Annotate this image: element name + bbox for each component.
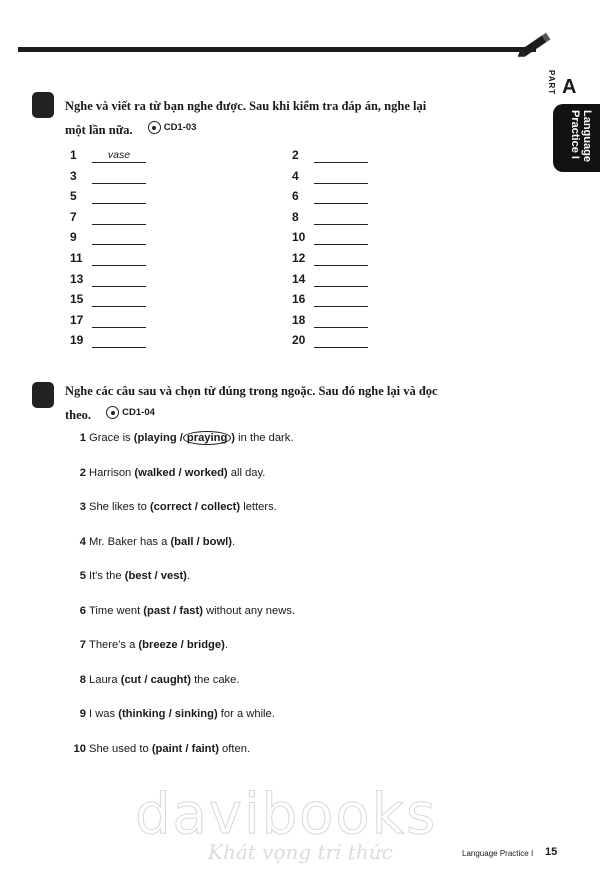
sentence-suffix: letters.	[240, 501, 277, 513]
word-choice-options[interactable]: (past / fast)	[143, 604, 203, 617]
blank-number: 12	[292, 251, 306, 265]
answer-blank-line[interactable]	[314, 265, 368, 266]
sentence-number: 7	[79, 639, 86, 651]
word-choice-circled[interactable]: praying	[183, 431, 231, 445]
answer-blank-line[interactable]	[314, 203, 368, 204]
word-choice-options[interactable]: (paint / faint)	[151, 742, 219, 755]
blank-number: 18	[292, 312, 306, 327]
part-letter: A	[562, 76, 577, 98]
blank-number: 11	[70, 251, 83, 265]
answer-blank-line[interactable]	[92, 265, 146, 266]
sentence-suffix: without any news.	[202, 604, 296, 617]
cd-track-code: CD1-03	[163, 122, 197, 133]
sentence-prefix: She likes to	[89, 501, 150, 513]
answer-blank-line[interactable]	[314, 244, 368, 245]
blank-number: 15	[70, 292, 84, 307]
blank-number: 16	[292, 292, 306, 307]
blank-number: 4	[292, 168, 299, 183]
sentence-suffix: often.	[218, 742, 251, 755]
sentence-text	[89, 536, 235, 548]
section-b-badge	[32, 382, 54, 408]
answer-blank-line[interactable]	[92, 286, 146, 287]
sentence-text	[89, 467, 265, 479]
sentence-suffix: all day.	[227, 466, 266, 479]
section-tab-label: Language Practice I	[569, 110, 593, 162]
blank-number: 6	[292, 189, 299, 204]
blank-number: 19	[70, 333, 84, 348]
watermark-brand: davibooks	[135, 782, 438, 847]
sentence-text	[89, 743, 250, 755]
sentence-text	[89, 570, 190, 582]
sentence-text	[89, 674, 239, 686]
blank-number: 20	[292, 333, 306, 348]
word-choice-options[interactable]: (correct / collect)	[149, 501, 241, 513]
answer-blank-line[interactable]	[314, 306, 368, 307]
answer-blank-line[interactable]	[314, 286, 368, 287]
sentence-prefix: Harrison	[89, 466, 135, 479]
cd-track-code: CD1-04	[122, 407, 155, 418]
blank-number: 8	[292, 209, 299, 224]
sentence-prefix: It's the	[89, 570, 125, 582]
answer-blank-line[interactable]	[92, 162, 146, 163]
word-choice-options[interactable]: (breeze / bridge)	[138, 639, 225, 651]
sentence-text	[89, 501, 277, 513]
sentence-text	[89, 605, 295, 617]
word-choice-options[interactable]: (walked / worked)	[134, 466, 228, 479]
sentence-number: 10	[73, 742, 86, 755]
sentence-prefix: Grace is	[89, 432, 134, 444]
answer-blank-line[interactable]	[92, 244, 146, 245]
answer-blank-line[interactable]	[92, 203, 146, 204]
answer-blank-line[interactable]	[92, 347, 146, 348]
blank-number: 5	[70, 189, 77, 204]
sentence-prefix: There's a	[89, 639, 139, 651]
blank-number: 3	[70, 168, 77, 183]
blank-number: 7	[70, 209, 77, 224]
answer-blank-line[interactable]	[92, 327, 146, 328]
answer-blank-line[interactable]	[314, 183, 368, 184]
blank-number: 14	[292, 271, 306, 286]
answer-blank-line[interactable]	[92, 183, 146, 184]
blank-number: 17	[70, 312, 84, 327]
answer-blank-line[interactable]	[92, 224, 146, 225]
page-number: 15	[545, 846, 558, 858]
word-choice-options[interactable]: (cut / caught)	[120, 673, 191, 686]
sentence-prefix: I was	[89, 708, 119, 720]
sentence-number: 4	[79, 535, 86, 548]
section-tab	[553, 104, 600, 172]
footer-label: Language Practice I	[462, 849, 534, 858]
answer-blank-line[interactable]	[92, 306, 146, 307]
sentence-text	[89, 432, 294, 444]
part-word: PART	[547, 70, 556, 96]
sentence-prefix: Mr. Baker has a	[89, 535, 171, 548]
section-a-instruction-text: Nghe và viết ra từ bạn nghe được. Sau khi kiểm tra đáp án, nghe lại một lần nữa.	[65, 99, 427, 137]
cd-track-label	[106, 402, 155, 423]
sentence-prefix: Laura	[89, 673, 121, 686]
answer-blank-line[interactable]	[314, 347, 368, 348]
blank-number: 9	[70, 230, 77, 245]
answer-blank-line[interactable]	[314, 224, 368, 225]
section-a-instruction	[65, 96, 445, 141]
word-choice-options[interactable]: (thinking / sinking)	[118, 708, 218, 720]
pencil-icon	[514, 30, 556, 60]
answer-blank-line[interactable]	[314, 162, 368, 163]
top-rule	[18, 47, 536, 52]
word-choice-open[interactable]: (playing /	[133, 432, 183, 444]
sentence-number: 9	[79, 708, 86, 720]
word-choice-close[interactable]: )	[231, 432, 236, 444]
answer-blank-line[interactable]	[314, 327, 368, 328]
sentence-text	[89, 708, 275, 720]
sentence-suffix: for a while.	[217, 708, 275, 720]
sentence-suffix: .	[231, 535, 236, 548]
sentence-number: 8	[79, 673, 86, 686]
blank-answer: vase	[107, 149, 131, 161]
section-b-instruction	[65, 381, 445, 426]
sentence-suffix: in the dark.	[235, 432, 294, 444]
cd-icon	[148, 121, 161, 134]
sentence-suffix: .	[186, 570, 190, 582]
sentence-number: 6	[79, 604, 86, 617]
sentence-number: 1	[79, 432, 86, 444]
blank-number: 13	[70, 271, 84, 286]
sentence-number: 2	[79, 466, 86, 479]
watermark-tagline: Khát vọng tri thức	[208, 840, 393, 864]
blank-number: 2	[292, 148, 299, 162]
section-a-badge	[32, 92, 54, 118]
sentence-suffix: the cake.	[190, 673, 240, 686]
sentence-prefix: Time went	[89, 604, 144, 617]
word-choice-options[interactable]: (best / vest)	[124, 570, 187, 582]
sentence-prefix: She used to	[89, 742, 152, 755]
sentence-number: 3	[79, 501, 86, 513]
word-choice-options[interactable]: (ball / bowl)	[170, 535, 232, 548]
cd-track-label	[148, 117, 197, 138]
section-b-instruction-text: Nghe các câu sau và chọn từ đúng trong ngoặc. Sau đó nghe lại và đọc theo.	[65, 384, 438, 422]
sentence-number: 5	[79, 570, 86, 582]
sentence-text	[89, 639, 228, 651]
sentence-suffix: .	[224, 639, 228, 651]
blank-number: 1	[70, 148, 77, 162]
cd-icon	[106, 406, 119, 419]
part-marker	[547, 62, 586, 98]
blank-number: 10	[292, 230, 306, 245]
